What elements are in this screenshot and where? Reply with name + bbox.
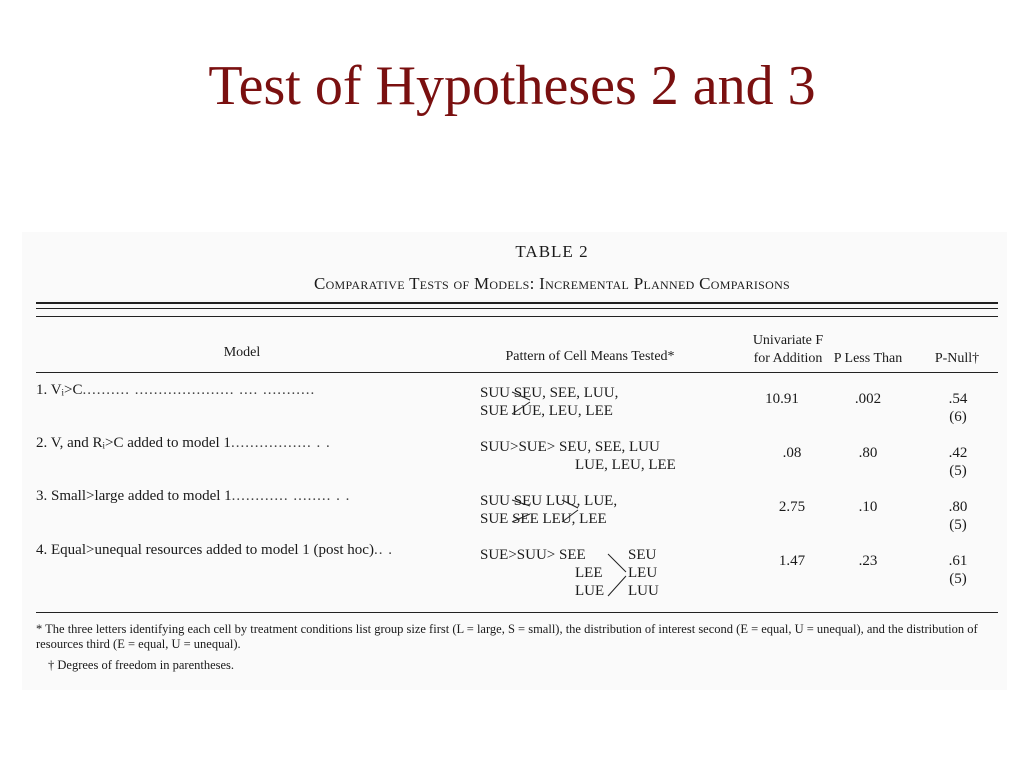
row-2-dots: ................. . . bbox=[230, 435, 331, 451]
row-3-model bbox=[36, 488, 350, 505]
row-1-f: 10.91 bbox=[765, 391, 799, 407]
row-1-pattern-line1: SUU SEU, SEE, LUU, bbox=[480, 385, 619, 401]
table-rule-header bbox=[36, 372, 998, 373]
row-4-f: 1.47 bbox=[778, 553, 806, 569]
row-1-p: .002 bbox=[854, 391, 882, 407]
row-1-model-text: 1. Vᵢ>C bbox=[36, 382, 83, 398]
scanned-table-image bbox=[22, 232, 1007, 690]
row-4-df: (5) bbox=[949, 571, 967, 587]
row-4-pattern-line2: LEE bbox=[575, 565, 603, 581]
row-3-pattern-line1: SUU SEU LUU, LUE, bbox=[480, 493, 618, 509]
slide-title: Test of Hypotheses 2 and 3 bbox=[208, 55, 816, 117]
row-3-connector-a bbox=[512, 496, 532, 526]
row-4-pattern-line1: SUE>SUU> SEE bbox=[480, 547, 586, 563]
row-2-pattern-line2: LUE, LEU, LEE bbox=[575, 457, 676, 473]
row-4-pattern-right3: LUU bbox=[628, 583, 659, 599]
row-3-pnull: .80 bbox=[948, 499, 968, 515]
table-rule-bottom bbox=[36, 612, 998, 613]
row-1-df: (6) bbox=[949, 409, 967, 425]
header-univariate-2: for Addition bbox=[753, 351, 823, 366]
footnote-dagger: † Degrees of freedom in parentheses. bbox=[48, 658, 235, 672]
row-1-connector bbox=[512, 388, 532, 418]
row-4-dots: .. . bbox=[373, 542, 393, 558]
row-3-pattern-line2: SUE SEE LEU, LEE bbox=[480, 511, 607, 527]
header-p-null: P-Null† bbox=[934, 351, 980, 366]
header-univariate-1: Univariate F bbox=[752, 333, 824, 348]
table-label: TABLE 2 bbox=[515, 242, 589, 261]
row-1-model bbox=[36, 382, 315, 399]
table-rule-top-3 bbox=[36, 316, 998, 317]
header-pattern: Pattern of Cell Means Tested* bbox=[505, 349, 675, 364]
row-4-pattern-right1: SEU bbox=[628, 547, 657, 563]
row-2-df: (5) bbox=[949, 463, 967, 479]
row-1-pnull: .54 bbox=[948, 391, 968, 407]
row-2-pattern-line1: SUU>SUE> SEU, SEE, LUU bbox=[480, 439, 660, 455]
row-2-f: .08 bbox=[782, 445, 802, 461]
row-2-p: .80 bbox=[858, 445, 878, 461]
row-3-model-text: 3. Small>large added to model 1 bbox=[36, 488, 232, 504]
table-caption: Comparative Tests of Models: Incremental Planned Comparisons bbox=[313, 274, 791, 293]
footnote-star: * The three letters identifying each cell by treatment conditions list group size first (L = large, S = small), the distribution of interest second (E = equal, U = unequal), and the distribution of resources third (E = equal, U = unequal). bbox=[36, 622, 978, 651]
row-4-model bbox=[36, 542, 393, 559]
header-p-less: P Less Than bbox=[833, 351, 903, 366]
row-4-pnull: .61 bbox=[948, 553, 968, 569]
row-3-p: .10 bbox=[858, 499, 878, 515]
row-4-model-text: 4. Equal>unequal resources added to model 1 (post hoc) bbox=[36, 542, 374, 558]
row-4-pattern-line3: LUE bbox=[575, 583, 605, 599]
row-2-pnull: .42 bbox=[948, 445, 968, 461]
row-3-dots: ............ ........ . . bbox=[231, 488, 351, 504]
row-2-model-text: 2. V, and Rᵢ>C added to model 1 bbox=[36, 435, 231, 451]
table-rule-top bbox=[36, 302, 998, 304]
row-1-pattern-line2: SUE LUE, LEU, LEE bbox=[480, 403, 613, 419]
row-3-f: 2.75 bbox=[778, 499, 806, 515]
row-3-df: (5) bbox=[949, 517, 967, 533]
row-4-connector bbox=[608, 550, 628, 600]
row-4-pattern-right2: LEU bbox=[628, 565, 658, 581]
row-1-dots: .......... ..................... .... ........... bbox=[82, 382, 316, 398]
row-2-model bbox=[36, 435, 331, 452]
row-4-p: .23 bbox=[858, 553, 878, 569]
row-3-connector-b bbox=[562, 496, 582, 526]
header-model: Model bbox=[223, 345, 261, 360]
table-rule-top-2 bbox=[36, 308, 998, 309]
